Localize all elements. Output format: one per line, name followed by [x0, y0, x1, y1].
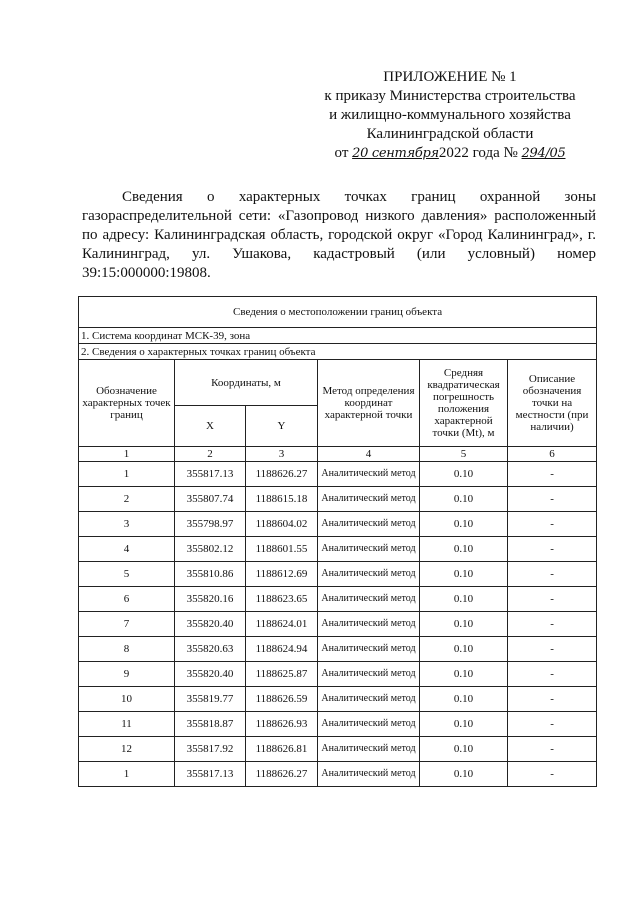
- error-value: 0.10: [420, 512, 508, 537]
- table-row: [79, 512, 597, 537]
- coord-y: 1188625.87: [246, 662, 318, 687]
- date-prefix: от: [334, 145, 349, 161]
- method: Аналитический метод: [318, 487, 420, 512]
- description: -: [508, 637, 597, 662]
- method: Аналитический метод: [318, 462, 420, 487]
- table-row: [79, 712, 597, 737]
- coord-x: 355820.40: [175, 662, 246, 687]
- appendix-order-line: к приказу Министерства строительства: [324, 88, 576, 104]
- coord-y: 1188626.93: [246, 712, 318, 737]
- table-row: [79, 587, 597, 612]
- error-value: 0.10: [420, 712, 508, 737]
- table-body: [79, 462, 597, 787]
- description: -: [508, 462, 597, 487]
- coord-x: 355820.16: [175, 587, 246, 612]
- boundary-table: [78, 296, 597, 787]
- error-value: 0.10: [420, 637, 508, 662]
- description: -: [508, 612, 597, 637]
- header-y: Y: [246, 406, 318, 447]
- description: -: [508, 487, 597, 512]
- coord-y: 1188626.59: [246, 687, 318, 712]
- error-value: 0.10: [420, 462, 508, 487]
- coord-x: 355802.12: [175, 537, 246, 562]
- coord-y: 1188626.27: [246, 762, 318, 787]
- error-value: 0.10: [420, 587, 508, 612]
- description: -: [508, 662, 597, 687]
- coord-y: 1188624.94: [246, 637, 318, 662]
- table-row: [79, 737, 597, 762]
- point-id: 12: [79, 737, 175, 762]
- coord-y: 1188626.81: [246, 737, 318, 762]
- header-x: X: [175, 406, 246, 447]
- table-row: [79, 612, 597, 637]
- header-method: Метод определения координат характерной точки: [318, 360, 420, 447]
- table-row: [79, 537, 597, 562]
- appendix-ministry-line: и жилищно-коммунального хозяйства: [329, 107, 571, 123]
- coord-x: 355820.40: [175, 612, 246, 637]
- method: Аналитический метод: [318, 512, 420, 537]
- points-section-title: 2. Сведения о характерных точках границ объекта: [79, 344, 597, 360]
- col-number: 1: [79, 447, 175, 462]
- coord-x: 355820.63: [175, 637, 246, 662]
- point-id: 11: [79, 712, 175, 737]
- table-row: [79, 687, 597, 712]
- point-id: 9: [79, 662, 175, 687]
- appendix-title: ПРИЛОЖЕНИЕ № 1: [383, 69, 517, 85]
- header-error: Средняя квадратическая погрешность положения характерной точки (Mt), м: [420, 360, 508, 447]
- intro-paragraph: Сведения о характерных точках границ охранной зоны газораспределительной сети: «Газопровод низкого давления» расположенный по адресу: Калининградская область, городской округ «Город Калининград», г. Калининград, ул. Ушакова, кадастровый (или условный) номер 39:15:000000:19808.: [82, 189, 596, 281]
- coord-y: 1188601.55: [246, 537, 318, 562]
- point-id: 10: [79, 687, 175, 712]
- method: Аналитический метод: [318, 687, 420, 712]
- method: Аналитический метод: [318, 762, 420, 787]
- header-coords: Координаты, м: [175, 360, 318, 406]
- description: -: [508, 587, 597, 612]
- col-number: 5: [420, 447, 508, 462]
- coord-x: 355810.86: [175, 562, 246, 587]
- coord-x: 355817.13: [175, 762, 246, 787]
- error-value: 0.10: [420, 762, 508, 787]
- coord-x: 355818.87: [175, 712, 246, 737]
- point-id: 7: [79, 612, 175, 637]
- coord-y: 1188623.65: [246, 587, 318, 612]
- coord-y: 1188624.01: [246, 612, 318, 637]
- coord-y: 1188615.18: [246, 487, 318, 512]
- point-id: 1: [79, 462, 175, 487]
- table-row: [79, 637, 597, 662]
- table-row: [79, 487, 597, 512]
- coord-x: 355819.77: [175, 687, 246, 712]
- appendix-date-line: [300, 144, 600, 163]
- coord-y: 1188604.02: [246, 512, 318, 537]
- description: -: [508, 512, 597, 537]
- table-row: [79, 762, 597, 787]
- description: -: [508, 712, 597, 737]
- date-year: 2022 года №: [438, 145, 518, 161]
- table-row: [79, 462, 597, 487]
- method: Аналитический метод: [318, 562, 420, 587]
- point-id: 5: [79, 562, 175, 587]
- method: Аналитический метод: [318, 637, 420, 662]
- description: -: [508, 762, 597, 787]
- col-number: 4: [318, 447, 420, 462]
- coord-x: 355807.74: [175, 487, 246, 512]
- col-number: 6: [508, 447, 597, 462]
- coord-x: 355798.97: [175, 512, 246, 537]
- table-row: [79, 662, 597, 687]
- header-point: Обозначение характерных точек границ: [79, 360, 175, 447]
- point-id: 2: [79, 487, 175, 512]
- point-id: 4: [79, 537, 175, 562]
- error-value: 0.10: [420, 737, 508, 762]
- error-value: 0.10: [420, 487, 508, 512]
- coord-x: 355817.13: [175, 462, 246, 487]
- table-title: Сведения о местоположении границ объекта: [79, 297, 597, 328]
- col-number: 2: [175, 447, 246, 462]
- method: Аналитический метод: [318, 537, 420, 562]
- point-id: 3: [79, 512, 175, 537]
- point-id: 1: [79, 762, 175, 787]
- method: Аналитический метод: [318, 662, 420, 687]
- description: -: [508, 562, 597, 587]
- method: Аналитический метод: [318, 587, 420, 612]
- error-value: 0.10: [420, 612, 508, 637]
- appendix-region-line: Калининградской области: [366, 126, 534, 142]
- point-id: 8: [79, 637, 175, 662]
- col-number: 3: [246, 447, 318, 462]
- description: -: [508, 687, 597, 712]
- appendix-header: [300, 68, 600, 163]
- method: Аналитический метод: [318, 737, 420, 762]
- handwritten-number: 294/05: [521, 146, 566, 161]
- method: Аналитический метод: [318, 712, 420, 737]
- description: -: [508, 737, 597, 762]
- error-value: 0.10: [420, 562, 508, 587]
- point-id: 6: [79, 587, 175, 612]
- header-description: Описание обозначения точки на местности (при наличии): [508, 360, 597, 447]
- table-row: [79, 562, 597, 587]
- handwritten-date: 20 сентября: [352, 146, 439, 161]
- coordinate-system: 1. Система координат МСК-39, зона: [79, 328, 597, 344]
- coord-y: 1188612.69: [246, 562, 318, 587]
- method: Аналитический метод: [318, 612, 420, 637]
- error-value: 0.10: [420, 662, 508, 687]
- coord-y: 1188626.27: [246, 462, 318, 487]
- description: -: [508, 537, 597, 562]
- coord-x: 355817.92: [175, 737, 246, 762]
- error-value: 0.10: [420, 687, 508, 712]
- error-value: 0.10: [420, 537, 508, 562]
